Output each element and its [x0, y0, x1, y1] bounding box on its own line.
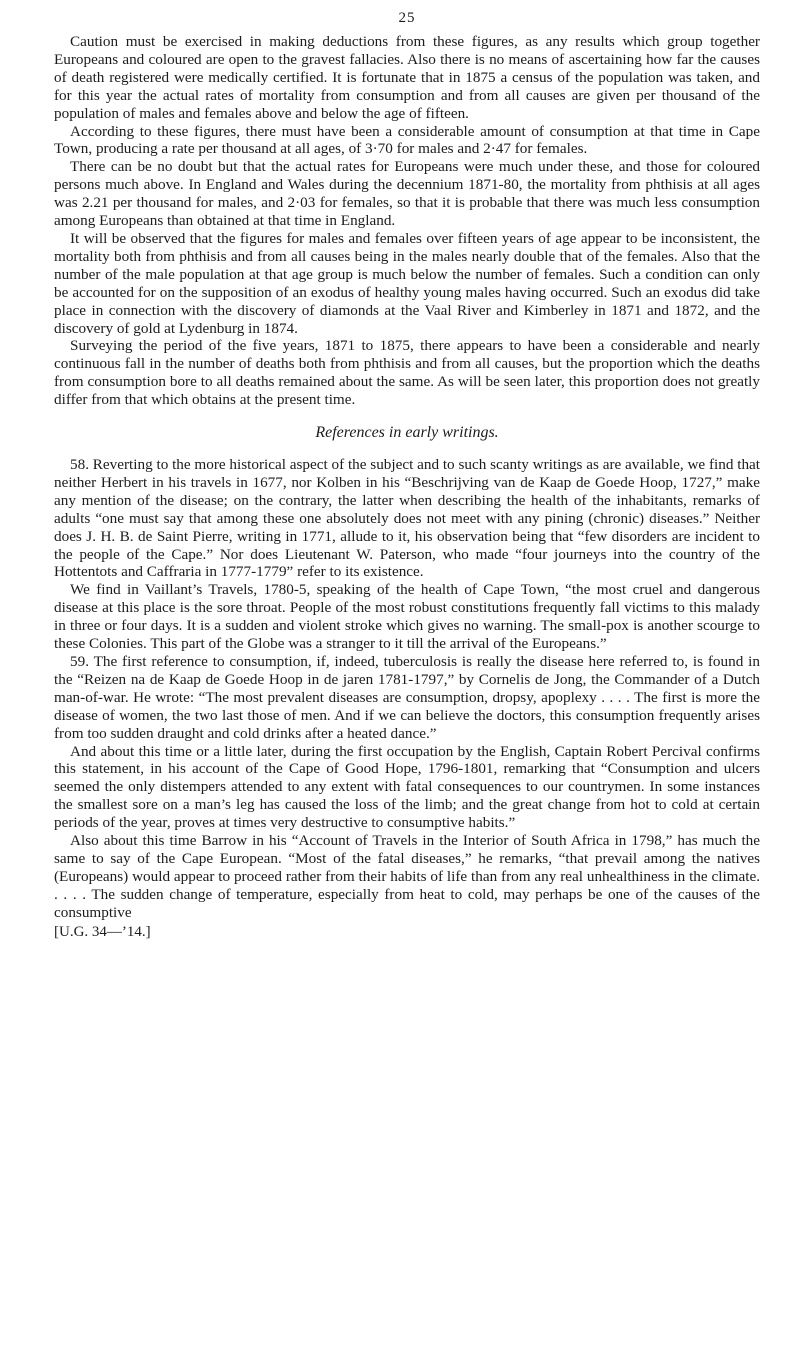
paragraph: Caution must be exercised in making deductions from these figures, as any results which group together Europeans and coloured are open to the gravest fallacies. Also there is no means of ascertaining how far the causes of death registered were medically certified. It is fortunate that in 1875 a census of the population was taken, and for this year the actual rates of mortality from consumption and from all causes are given per thousand of the population of males and females above and below the age of fifteen. [54, 33, 760, 122]
paragraph: And about this time or a little later, during the first occupation by the English, Captain Robert Percival confirms this statement, in his account of the Cape of Good Hope, 1796-1801, remarking that “Consumption and ulcers seemed the only distempers attended to any extent with fatal consequences to our countrymen. In some instances the smallest sore on a man’s leg has caused the loss of the limb; and the great change from hot to cold at certain periods of the year, proves at times very destructive to consumptive habits.” [54, 742, 760, 832]
paragraph: We find in Vaillant’s Travels, 1780-5, speaking of the health of Cape Town, “the most cruel and dangerous disease at this place is the sore throat. People of the most robust constitutions frequently fall victims to this malady in three or four days. It is a sudden and violent stroke which gives no warning. The small-pox is another scourge to these Colonies. This part of the Globe was a stranger to it till the arrival of the Europeans.” [54, 581, 760, 653]
paragraph: 59. The first reference to consumption, if, indeed, tuberculosis is really the disease here referred to, is found in the “Reizen na de Kaap de Goede Hoop in de jaren 1781-1797,” by Cornelis de Jong, the Commander of a Dutch man-of-war. He wrote: “The most prevalent diseases are consumption, dropsy, apoplexy . . . . The first is more the disease of women, the two last those of men. And if we can believe the doctors, this consumption frequently arises from too sudden draught and cold drinks after a heated dance.” [54, 653, 760, 742]
paragraph: There can be no doubt but that the actual rates for Europeans were much under these, and those for coloured persons much above. In England and Wales during the decennium 1871-80, the mortality from phthisis at all ages was 2.21 per thousand for males, and 2·03 for females, so that it is probable that there was much less consumption among Europeans than obtained at that time in England. [54, 158, 760, 230]
body-section-b [54, 456, 760, 922]
page-number: 25 [398, 10, 416, 26]
paragraph: 58. Reverting to the more historical aspect of the subject and to such scanty writings as are available, we find that neither Herbert in his travels in 1677, nor Kolben in his “Beschrijving van de Kaap de Goede Hoop, 1727,” make any mention of the disease; on the contrary, the latter when describing the health of the inhabitants, remarks of adults “one must say that among these one absolutely does not meet with any pining (chronic) diseases.” Neither does J. H. B. de Saint Pierre, writing in 1771, allude to it, his observation being that “few disorders are incident to the people of the Cape.” Nor does Lieutenant W. Paterson, who made “four journeys into the country of the Hottentots and Caffraria in 1777-1779” refer to its existence. [54, 456, 760, 581]
paragraph: According to these figures, there must have been a considerable amount of consumption at that time in Cape Town, producing a rate per thousand at all ages, of 3·70 for males and 2·47 for females. [54, 122, 760, 158]
section-heading: References in early writings. [315, 424, 499, 442]
footer-reference: [U.G. 34—’14.] [54, 923, 151, 940]
paragraph: Also about this time Barrow in his “Account of Travels in the Interior of South Africa in 1798,” has much the same to say of the Cape European. “Most of the fatal diseases,” he remarks, “that prevail among the natives (Europeans) would appear to proceed rather from their habits of life than from any real unhealthiness in the climate. . . . . The sudden change of temperature, especially from heat to cold, may perhaps be one of the causes of the consumptive [54, 832, 760, 921]
body-section-a [54, 33, 760, 409]
paragraph: Surveying the period of the five years, 1871 to 1875, there appears to have been a considerable and nearly continuous fall in the number of deaths both from phthisis and from all causes, but the proportion which the deaths from consumption bore to all deaths remained about the same. As will be seen later, this proportion does not greatly differ from that which obtains at the present time. [54, 337, 760, 409]
paragraph: It will be observed that the figures for males and females over fifteen years of age appear to be inconsistent, the mortality both from phthisis and from all causes being in the males nearly double that of the females. Also that the number of the male population at that age group is much below the number of females. Such a condition can only be accounted for on the supposition of an exodus of healthy young males having occurred. Such an exodus did take place in connection with the discovery of diamonds at the Vaal River and Kimberley in 1871 and 1872, and the discovery of gold at Lydenburg in 1874. [54, 229, 760, 337]
